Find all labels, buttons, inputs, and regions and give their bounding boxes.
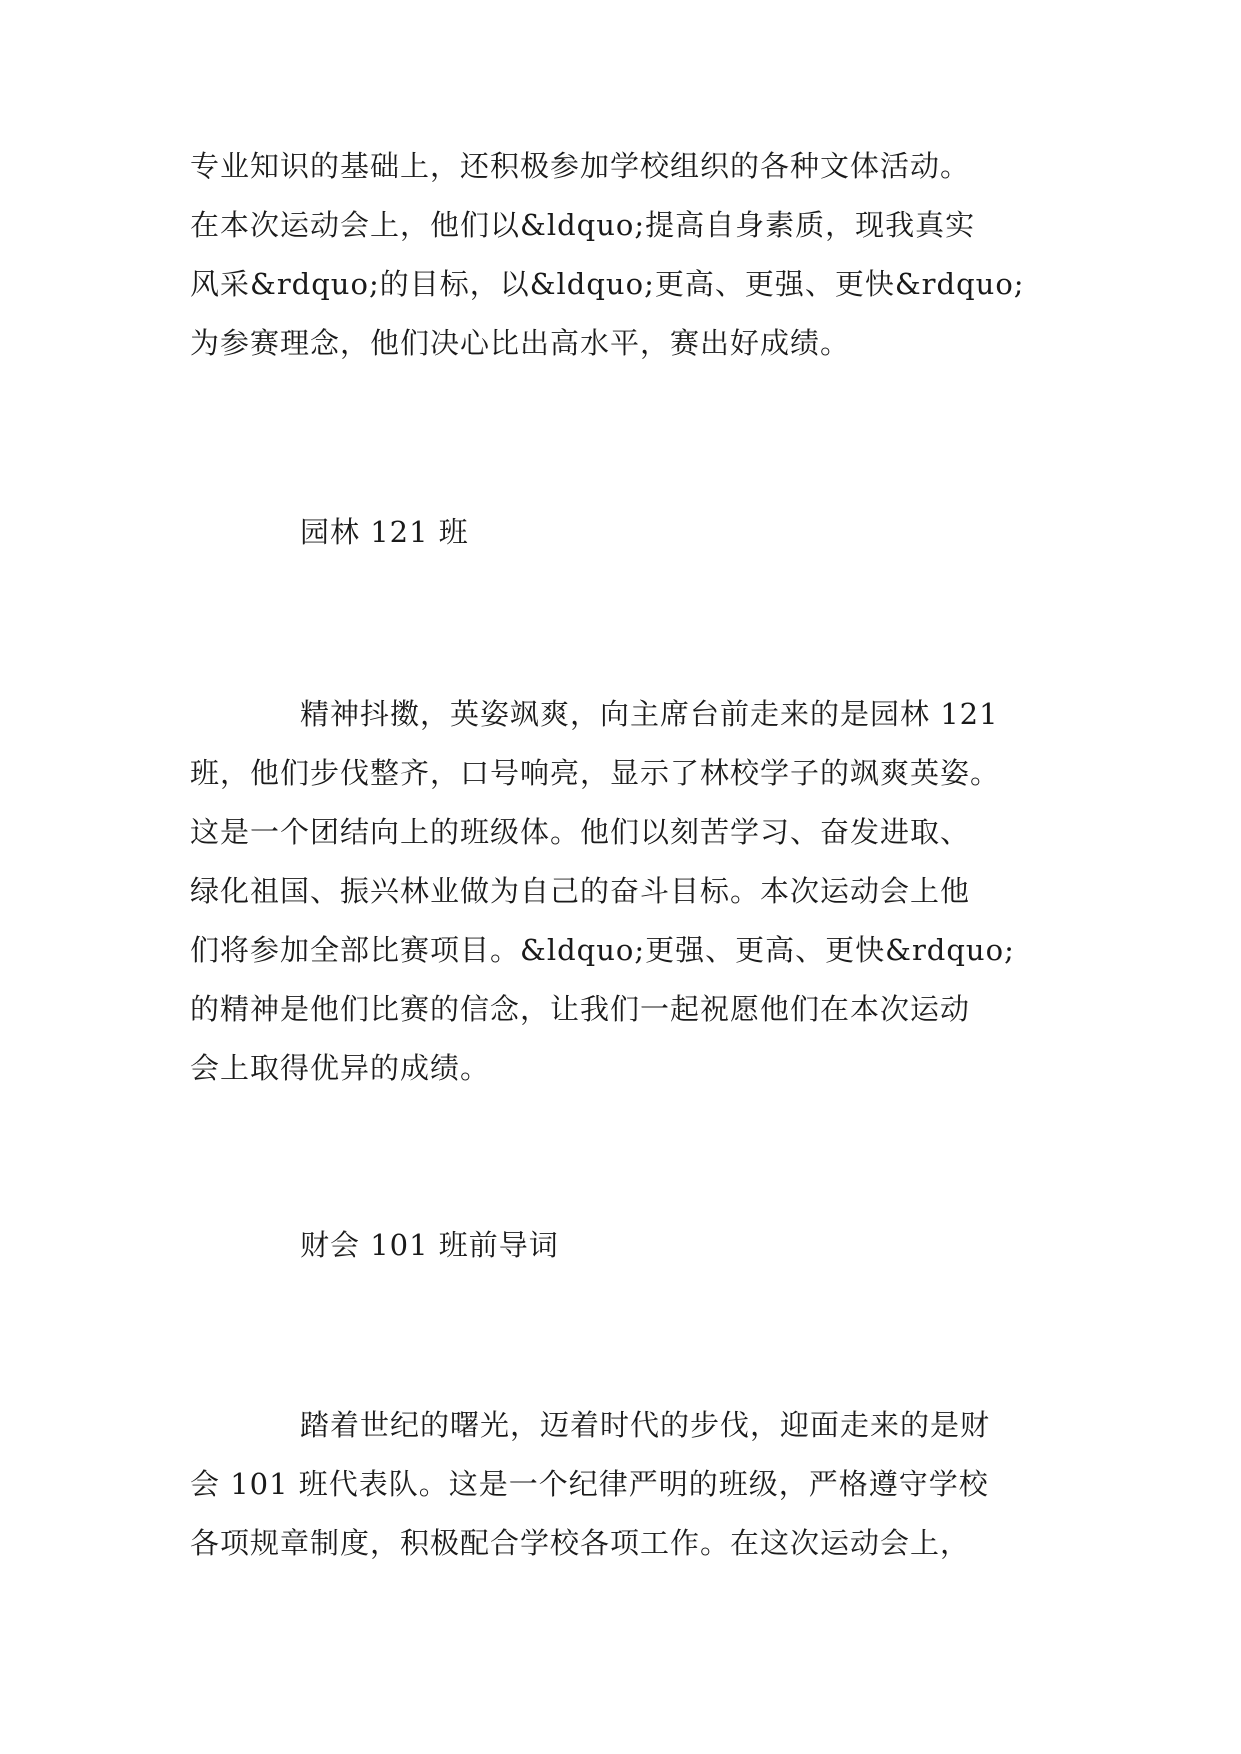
paragraph-line: 在本次运动会上，他们以&ldquo;提高自身素质，现我真实 (190, 208, 976, 242)
paragraph-line: 风采&rdquo;的目标，以&ldquo;更高、更强、更快&rdquo; (190, 267, 1025, 301)
paragraph-line: 踏着世纪的曙光，迈着时代的步伐，迎面走来的是财 (300, 1408, 991, 1442)
paragraph-line: 会 101 班代表队。这是一个纪律严明的班级，严格遵守学校 (190, 1467, 989, 1501)
paragraph-line: 会上取得优异的成绩。 (190, 1051, 491, 1085)
paragraph-line: 为参赛理念，他们决心比出高水平，赛出好成绩。 (190, 326, 851, 360)
paragraph-line: 各项规章制度，积极配合学校各项工作。在这次运动会上， (190, 1526, 971, 1560)
paragraph-line: 精神抖擞，英姿飒爽，向主席台前走来的是园林 121 (300, 697, 999, 731)
paragraph-line: 绿化祖国、振兴林业做为自己的奋斗目标。本次运动会上他 (190, 874, 971, 908)
paragraph-line: 班，他们步伐整齐，口号响亮，显示了林校学子的飒爽英姿。 (190, 756, 1001, 790)
section-heading-1: 园林 121 班 (300, 515, 469, 549)
paragraph-line: 的精神是他们比赛的信念，让我们一起祝愿他们在本次运动 (190, 992, 971, 1026)
paragraph-line: 们将参加全部比赛项目。&ldquo;更强、更高、更快&rdquo; (190, 933, 1015, 967)
paragraph-line: 这是一个团结向上的班级体。他们以刻苦学习、奋发进取、 (190, 815, 971, 849)
paragraph-line: 专业知识的基础上，还积极参加学校组织的各种文体活动。 (190, 149, 971, 183)
section-heading-2: 财会 101 班前导词 (300, 1228, 559, 1262)
